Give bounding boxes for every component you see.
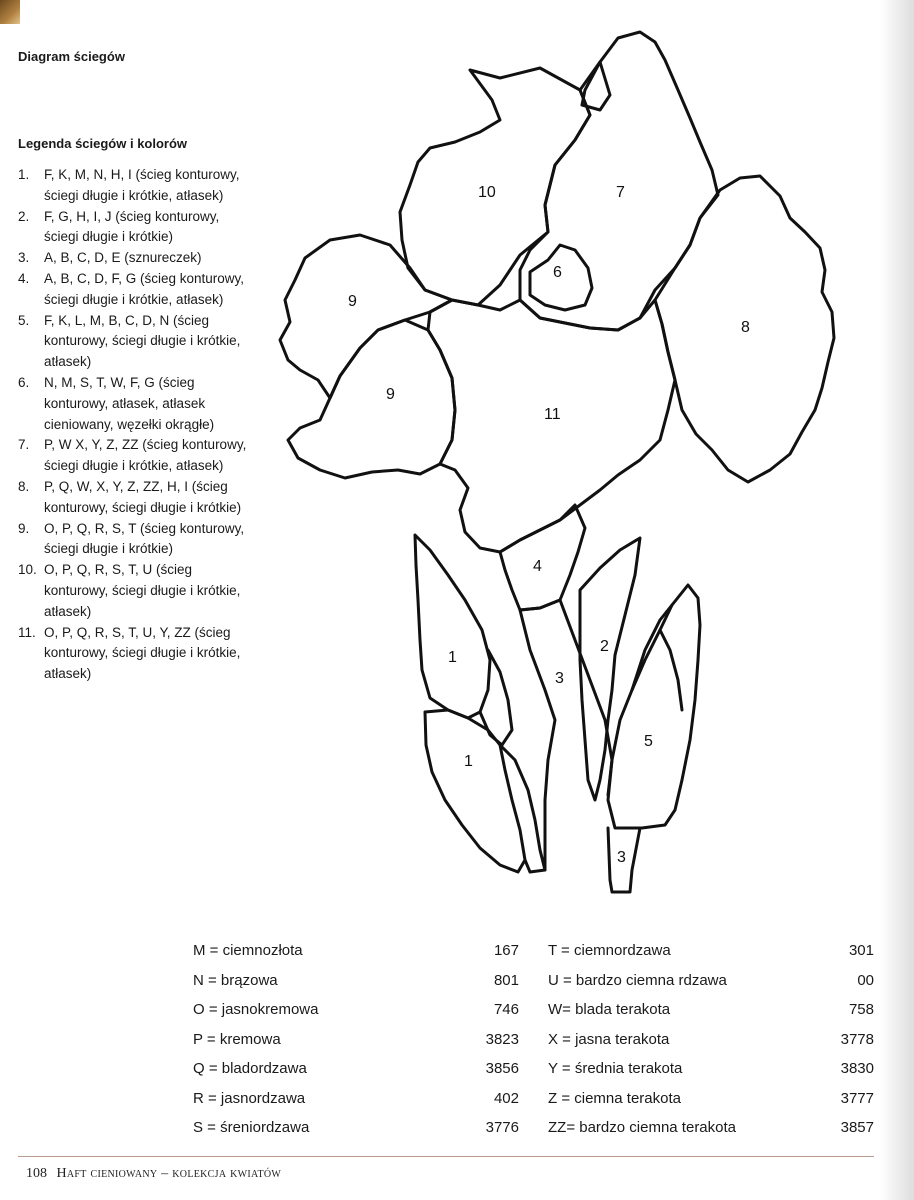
legend-item [18,248,248,269]
legend-item-text: O, P, Q, R, S, T, U (ścieg konturowy, ściegi długie i krótkie, atłasek) [44,562,241,619]
legend-item-number: 9. [18,520,30,536]
color-key-row [548,1060,874,1090]
color-key-code: 3857 [840,1119,874,1136]
legend-item [18,207,248,249]
legend-item-number: 10. [18,562,37,578]
color-key-label: O = jasnokremowa [193,1001,319,1018]
color-key-code: 746 [493,1001,519,1018]
corner-photo-thumbnail [0,0,20,24]
color-key-code: 167 [493,942,519,959]
color-key-code: 3856 [485,1060,519,1077]
color-key-label: S = śreniordzawa [193,1119,310,1136]
page-footer [26,1166,281,1182]
region-label-1-upper: 1 [448,649,457,666]
legend-item-number: 11. [18,624,36,640]
color-key-row [548,972,874,1002]
page-spine-shadow [880,0,914,1200]
color-key-code: 3823 [485,1030,519,1048]
legend-item-text: F, G, H, I, J (ścieg konturowy, ściegi długie i krótkie) [44,208,220,245]
color-key-code: 3776 [485,1119,519,1136]
color-key-row [548,1119,874,1149]
region-label-6: 6 [553,264,562,281]
color-key-label: N = brązowa [193,971,278,989]
color-key-left-column [193,942,519,1149]
region-label-8: 8 [741,319,750,336]
footer-divider [18,1156,874,1157]
color-key-code: 402 [493,1089,519,1107]
color-key-code: 301 [848,942,874,959]
color-key-label: Y = średnia terakota [548,1060,683,1077]
legend-item [18,311,248,373]
color-key-row [193,1001,519,1031]
leaf-outline-1-upper [415,535,490,718]
legend-item-text: F, K, M, N, H, I (ścieg konturowy, ściegi długie i krótkie, atłasek) [44,167,240,203]
legend-item-number: 4. [18,270,30,286]
color-key-label: P = kremowa [193,1030,281,1048]
region-label-1-lower: 1 [464,753,473,770]
color-key-row [193,942,519,972]
color-key-row [548,942,874,972]
bud-inner-line-2 [660,630,682,710]
petal-outline-9-lower [288,320,455,478]
region-label-11: 11 [544,406,561,423]
running-book-title: Haft cieniowany – kolekcja kwiatów [56,1166,282,1181]
legend-item-text: O, P, Q, R, S, T (ścieg konturowy, ściegi długie i krótkie) [44,520,245,557]
legend-item-text: P, Q, W, X, Y, Z, ZZ, H, I (ścieg konturowy, ściegi długie i krótkie) [44,478,242,515]
color-key-row [548,1031,874,1061]
bract-outline-4 [500,505,585,610]
leaf-outline-2 [580,538,640,800]
legend-item [18,269,248,311]
color-key-row [193,1031,519,1061]
color-key-code: 3777 [840,1089,874,1107]
color-key-row [548,1090,874,1120]
legend-item [18,477,248,519]
color-key-row [193,972,519,1002]
color-key-label: Q = bladordzawa [193,1060,307,1077]
color-key-code: 3778 [840,1030,874,1048]
color-key-row [193,1119,519,1149]
stem-outline-3 [520,600,612,795]
legend-item-number: 7. [18,437,30,453]
legend-item-number: 6. [18,374,30,390]
region-label-9-lower: 9 [386,386,395,403]
region-label-7: 7 [616,184,625,201]
legend-item-text: A, B, C, D, F, G (ścieg konturowy, ściegi długie i krótkie, atłasek) [44,270,245,307]
color-key-code: 00 [857,971,874,989]
legend-item-number: 2. [18,208,30,224]
region-label-5: 5 [644,733,653,750]
color-key-row [193,1060,519,1090]
color-key-label: U = bardzo ciemna rdzawa [548,971,727,989]
region-label-3-stem: 3 [555,670,564,687]
legend-item [18,623,248,685]
region-label-2: 2 [600,638,609,655]
color-key-label: Z = ciemna terakota [548,1089,681,1107]
petal-outline-11 [428,300,675,552]
legend-item [18,165,248,207]
region-label-9-upper: 9 [348,293,357,310]
color-key-code: 758 [848,1001,874,1018]
color-key-label: ZZ= bardzo ciemna terakota [548,1119,737,1136]
legend-item-text: O, P, Q, R, S, T, U, Y, ZZ (ścieg konturowy, ściegi długie i krótkie, atłasek) [44,624,241,682]
color-key-row [193,1090,519,1120]
legend-list [18,165,248,685]
legend-item-text: A, B, C, D, E (sznureczek) [44,250,202,266]
bud-outline-5 [608,585,700,828]
petal-outline-9-upper [280,235,452,398]
legend-item [18,373,248,435]
legend-item-text: F, K, L, M, B, C, D, N (ścieg konturowy, ściegi długie i krótkie, atłasek) [44,312,241,370]
petal-outline-7 [520,32,718,330]
color-key-label: T = ciemnordzawa [548,942,671,959]
legend-item-text: N, M, S, T, W, F, G (ścieg konturowy, atłasek, atłasek cieniowany, węzełki okrągłe) [44,374,215,432]
color-key-label: M = ciemnozłota [193,942,303,959]
color-key-right-column [548,942,874,1149]
region-label-10: 10 [478,184,496,201]
color-key-label: R = jasnordzawa [193,1089,306,1107]
legend-item [18,519,248,561]
legend-item-number: 8. [18,478,30,494]
color-key-row [548,1001,874,1031]
iris-stitch-diagram [280,30,750,895]
legend-item-number: 1. [18,167,30,182]
region-label-3-bud-stem: 3 [617,849,626,866]
legend-item [18,435,248,477]
legend-title: Legenda ściegów i kolorów [18,136,188,151]
color-key-label: W= blada terakota [548,1001,671,1018]
diagram-title: Diagram ściegów [18,49,125,64]
page-number: 108 [26,1166,47,1181]
color-key-code: 3830 [840,1060,874,1077]
legend-item-text: P, W X, Y, Z, ZZ (ścieg konturowy, ściegi długie i krótkie, atłasek) [44,437,247,474]
color-key-label: X = jasna terakota [548,1030,670,1048]
legend-item-number: 5. [18,312,30,328]
legend-item [18,560,248,622]
legend-item-number: 3. [18,250,30,266]
color-key-code: 801 [493,971,519,989]
region-label-4: 4 [533,558,542,575]
